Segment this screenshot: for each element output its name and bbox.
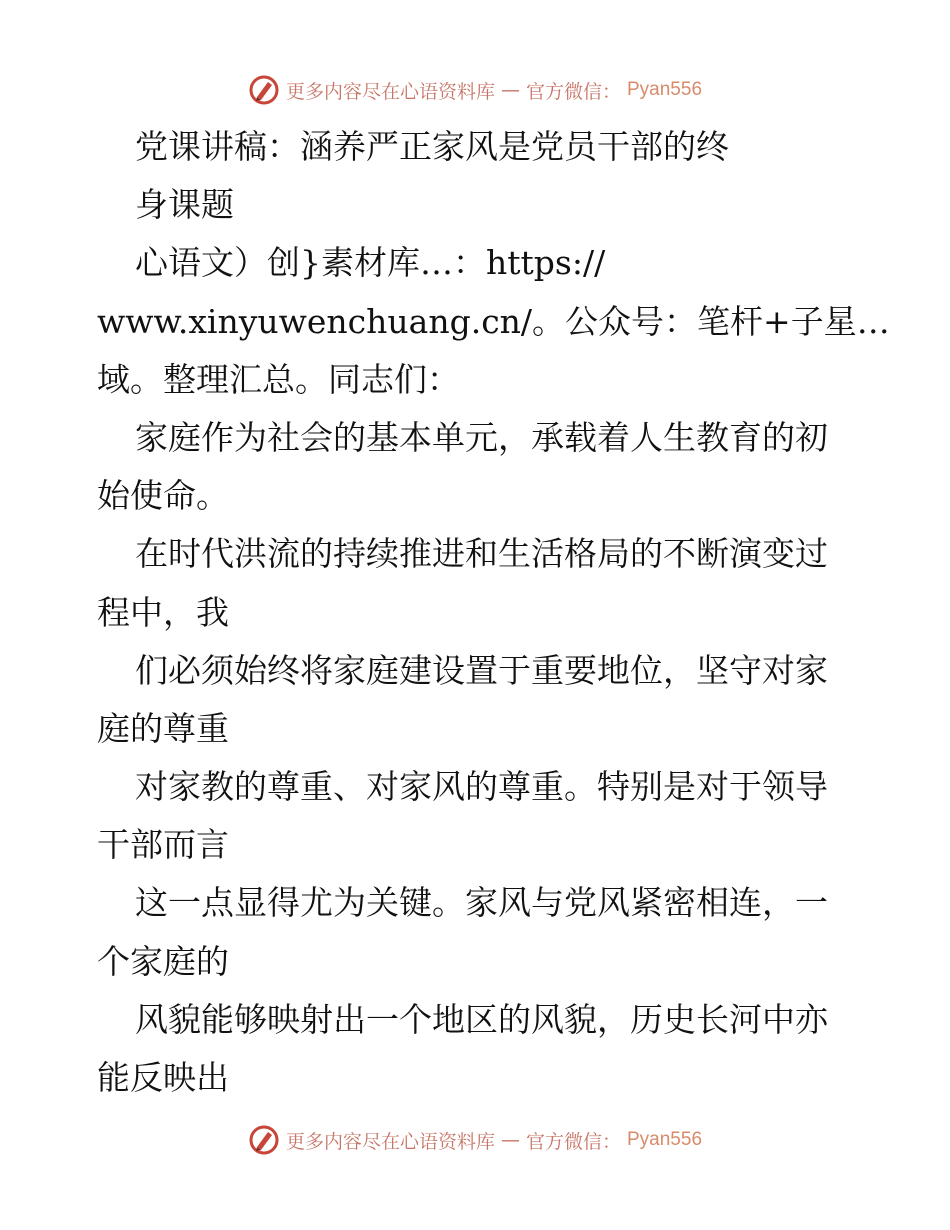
paragraph-line: 们必须始终将家庭建设置于重要地位，坚守对家 <box>135 650 828 690</box>
paragraph-line: 始使命。 <box>97 476 229 516</box>
paragraph-line: 个家庭的 <box>97 941 229 981</box>
paragraph-line: 这一点显得尤为关键。家风与党风紧密相连，一 <box>135 883 828 923</box>
source-line-2: www.xinyuwenchuang.cn/。公众号：笔杆+子星… <box>97 301 890 341</box>
watermark-wechat-label: 官方微信： <box>525 80 621 103</box>
watermark-text: 更多内容尽在心语资料库 <box>285 80 495 103</box>
paragraph-line: 能反映出 <box>97 1058 229 1097</box>
paragraph-line: 对家教的尊重、对家风的尊重。特别是对于领导 <box>135 767 828 807</box>
pen-circle-logo-icon <box>248 74 280 106</box>
paragraph-line: 庭的尊重 <box>97 708 229 748</box>
footer-watermark <box>0 1120 950 1160</box>
header-watermark <box>0 70 950 110</box>
pen-circle-logo-icon <box>248 1124 280 1156</box>
document-body <box>97 118 890 1107</box>
watermark-wechat-id: Pyan556 <box>627 1129 703 1150</box>
title-line-2: 身课题 <box>135 185 234 225</box>
paragraph-line: 干部而言 <box>97 825 229 865</box>
title-line-1: 党课讲稿：涵养严正家风是党员干部的终 <box>135 127 729 166</box>
watermark-text: 更多内容尽在心语资料库 <box>285 1130 495 1153</box>
paragraph-line: 在时代洪流的持续推进和生活格局的不断演变过 <box>135 534 828 574</box>
source-line-1: 心语文）创}素材库…：https:// <box>135 243 606 283</box>
source-line-3: 域。整理汇总。同志们： <box>97 359 460 399</box>
watermark-wechat-label: 官方微信： <box>525 1130 621 1153</box>
paragraph-line: 风貌能够映射出一个地区的风貌，历史长河中亦 <box>135 999 828 1039</box>
watermark-separator: — <box>500 79 520 101</box>
paragraph-line: 家庭作为社会的基本单元，承载着人生教育的初 <box>135 417 828 457</box>
paragraph-line: 程中，我 <box>97 592 229 632</box>
watermark-wechat-id: Pyan556 <box>627 79 703 100</box>
watermark-separator: — <box>500 1129 520 1151</box>
